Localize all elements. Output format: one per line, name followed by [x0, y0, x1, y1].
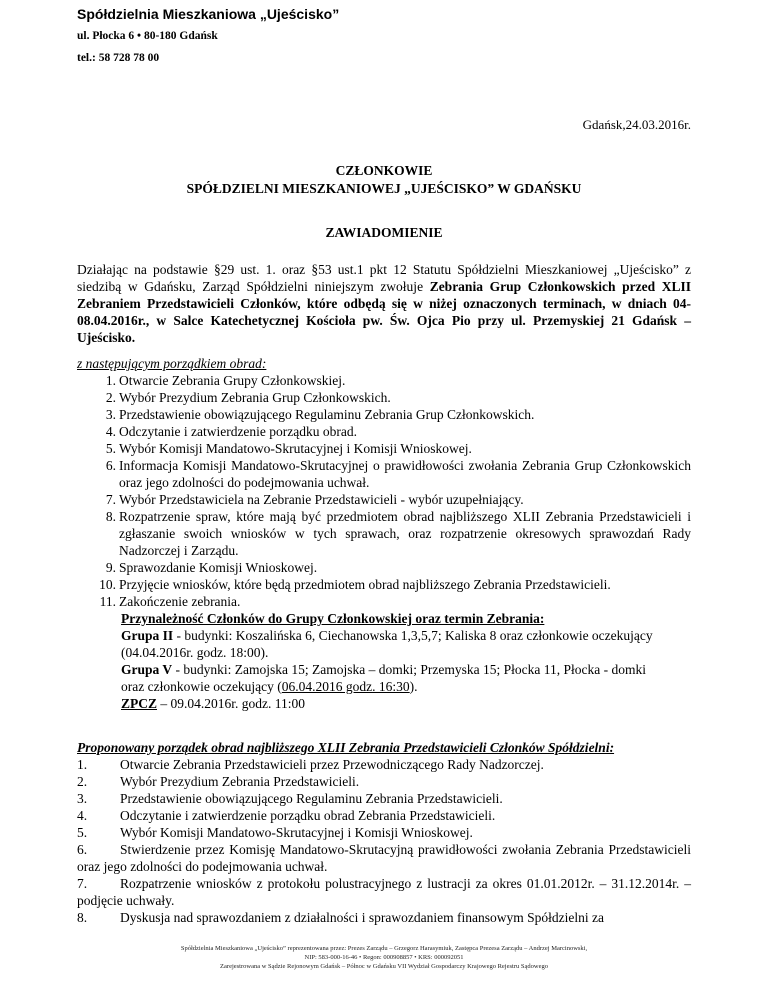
proposed-item	[77, 756, 691, 773]
agenda-item-text: Wybór Prezydium Zebrania Grup Członkowskich.	[119, 390, 391, 405]
proposed-item-text: Stwierdzenie przez Komisję Mandatowo-Skrutacyjną prawidłowości zwołania Zebrania Przedstawicieli oraz jego zdolności do podejmowania uchwał.	[77, 842, 691, 874]
agenda-item-number: 11.	[99, 594, 116, 609]
document-date: Gdańsk,24.03.2016r.	[582, 117, 691, 132]
agenda-item-number: 1.	[105, 373, 116, 388]
addressee-line-2: SPÓŁDZIELNI MIESZKANIOWEJ „UJEŚCISKO” W GDAŃSKU	[186, 181, 582, 196]
group-v-end: ).	[409, 679, 418, 694]
agenda-item	[99, 508, 691, 559]
agenda-item-text: Przyjęcie wniosków, które będą przedmiotem obrad najbliższego Zebrania Przedstawicieli.	[119, 577, 611, 592]
intro-text: Działając na podstawie §29 ust. 1. oraz §53 ust.1 pkt 12 Statutu Spółdzielni Mieszkaniowej „Ujeścisko” z siedzibą w Gdańsku, Zarząd Spółdzielni niniejszym zwołuje	[77, 262, 691, 294]
intro-paragraph	[77, 261, 691, 346]
org-address: ul. Płocka 6 • 80-180 Gdańsk	[77, 30, 218, 42]
agenda-item-text: Otwarcie Zebrania Grupy Członkowskiej.	[119, 373, 346, 388]
agenda-item-text: Wybór Przedstawiciela na Zebranie Przedstawicieli - wybór uzupełniający.	[119, 492, 524, 507]
proposed-agenda	[77, 739, 691, 926]
groups-section	[121, 610, 661, 712]
agenda-heading	[77, 355, 691, 372]
proposed-item-number: 8.	[77, 910, 88, 925]
agenda-item-number: 5.	[105, 441, 116, 456]
proposed-item-text: Otwarcie Zebrania Przedstawicieli przez Przewodniczącego Rady Nadzorczej.	[120, 757, 544, 772]
groups-heading-text: Przynależność Członków do Grupy Członkowskiej oraz termin Zebrania:	[121, 611, 545, 626]
agenda-item-number: 3.	[105, 407, 116, 422]
agenda-list	[99, 372, 691, 610]
proposed-item-text: Odczytanie i zatwierdzenie porządku obrad Zebrania Przedstawicieli.	[120, 808, 496, 823]
proposed-item	[77, 875, 691, 909]
addressee-line-1: CZŁONKOWIE	[335, 163, 433, 178]
agenda-item	[99, 593, 691, 610]
agenda-item	[99, 389, 691, 406]
proposed-item	[77, 824, 691, 841]
footer-line-3: Zarejestrowana w Sądzie Rejonowym Gdańsk – Północ w Gdańsku VII Wydział Gospodarczy Krajowego Rejestru Sądowego	[220, 963, 548, 970]
agenda-item	[99, 440, 691, 457]
org-phone: tel.: 58 728 78 00	[77, 52, 160, 64]
agenda-item-number: 2.	[105, 390, 116, 405]
proposed-heading	[77, 739, 691, 756]
group-ii-text: - budynki: Koszalińska 6, Ciechanowska 1,3,5,7; Kaliska 8 oraz członkowie oczekujący (04.04.2016r. godz. 18:00).	[121, 628, 653, 660]
agenda-item-text: Rozpatrzenie spraw, które mają być przedmiotem obrad najbliższego XLII Zebrania Przedstawicieli i zgłaszanie swoich wniosków w tych sprawach, oraz rozpatrzenie okresowych sprawozdań Rady Nadzorczej i Zarządu.	[119, 509, 691, 558]
proposed-item-number: 7.	[77, 876, 88, 891]
agenda-item	[99, 372, 691, 389]
proposed-item-number: 4.	[77, 808, 88, 823]
agenda-item	[99, 559, 691, 576]
proposed-item	[77, 790, 691, 807]
agenda-heading-text: z następującym porządkiem obrad:	[77, 356, 267, 371]
intro-bold-text: Zebrania Grup Członkowskich przed XLII Zebraniem Przedstawicieli Członków, które odbędą się w niżej oznaczonych terminach, w dniach 04-08.04.2016r., w Salce Katechetycznej Kościoła pw. Św. Ojca Pio przy ul. Przemyskiej 21 Gdańsk – Ujeścisko.	[77, 279, 691, 345]
agenda-item-number: 8.	[105, 509, 116, 524]
agenda-item-text: Zakończenie zebrania.	[119, 594, 241, 609]
proposed-heading-text: Proponowany porządek obrad najbliższego XLII Zebrania Przedstawicieli Członków Spółdzielni:	[77, 740, 615, 755]
zpcz-text: – 09.04.2016r. godz. 11:00	[157, 696, 306, 711]
proposed-item	[77, 841, 691, 875]
proposed-item	[77, 807, 691, 824]
proposed-item-text: Dyskusja nad sprawozdaniem z działalności i sprawozdaniem finansowym Spółdzielni za	[120, 910, 604, 925]
agenda-item	[99, 406, 691, 423]
group-v	[121, 661, 661, 695]
proposed-item-number: 6.	[77, 842, 88, 857]
footer-line-2: NIP: 583-000-16-46 • Regon: 000908857 • KRS: 000092051	[304, 954, 464, 961]
groups-heading	[121, 610, 661, 627]
group-ii	[121, 627, 661, 661]
agenda-item-number: 10.	[99, 577, 116, 592]
zpcz	[121, 695, 661, 712]
agenda-item	[99, 457, 691, 491]
agenda-item	[99, 423, 691, 440]
org-name: Spółdzielnia Mieszkaniowa „Ujeścisko”	[77, 6, 340, 22]
agenda-item-number: 9.	[105, 560, 116, 575]
page-footer	[77, 944, 691, 971]
proposed-item-text: Wybór Prezydium Zebrania Przedstawicieli.	[120, 774, 360, 789]
proposed-item-text: Rozpatrzenie wniosków z protokołu polustracyjnego z lustracji za okres 01.01.2012r. – 31.12.2014r. – podjęcie uchwały.	[77, 876, 691, 908]
agenda-item-text: Informacja Komisji Mandatowo-Skrutacyjnej o prawidłowości zwołania Zebrania Grup Członkowskich oraz jego zdolności do podejmowania uchwał.	[119, 458, 691, 490]
footer-line-1: Spółdzielnia Mieszkaniowa „Ujeścisko” reprezentowana przez: Prezes Zarządu – Grzegorz Harasymiuk, Zastępca Prezesa Zarządu – Andrzej Marcinowski,	[180, 945, 588, 952]
zpcz-label: ZPCZ	[121, 696, 158, 711]
notice-title: ZAWIADOMIENIE	[325, 225, 443, 240]
group-v-label: Grupa V	[121, 662, 173, 677]
agenda-item-number: 4.	[105, 424, 116, 439]
proposed-item-text: Wybór Komisji Mandatowo-Skrutacyjnej i Komisji Wnioskowej.	[120, 825, 473, 840]
group-v-text: - budynki: Zamojska 15; Zamojska – domki; Przemyska 15; Płocka 11, Płocka - domki oraz członkowie oczekujący (	[121, 662, 646, 694]
proposed-item	[77, 773, 691, 790]
agenda-item-text: Przedstawienie obowiązującego Regulaminu Zebrania Grup Członkowskich.	[119, 407, 535, 422]
agenda-item-number: 7.	[105, 492, 116, 507]
proposed-item-number: 3.	[77, 791, 88, 806]
proposed-item-number: 2.	[77, 774, 88, 789]
proposed-item	[77, 909, 691, 926]
agenda-item-text: Odczytanie i zatwierdzenie porządku obrad.	[119, 424, 358, 439]
agenda-item	[99, 576, 691, 593]
proposed-item-number: 1.	[77, 757, 88, 772]
agenda-item-text: Sprawozdanie Komisji Wnioskowej.	[119, 560, 318, 575]
group-ii-label: Grupa II	[121, 628, 174, 643]
agenda-item-number: 6.	[105, 458, 116, 473]
proposed-item-number: 5.	[77, 825, 88, 840]
proposed-item-text: Przedstawienie obowiązującego Regulaminu Zebrania Przedstawicieli.	[120, 791, 503, 806]
agenda-item-text: Wybór Komisji Mandatowo-Skrutacyjnej i Komisji Wnioskowej.	[119, 441, 472, 456]
group-v-date: 06.04.2016 godz. 16:30	[281, 679, 410, 694]
agenda-item	[99, 491, 691, 508]
